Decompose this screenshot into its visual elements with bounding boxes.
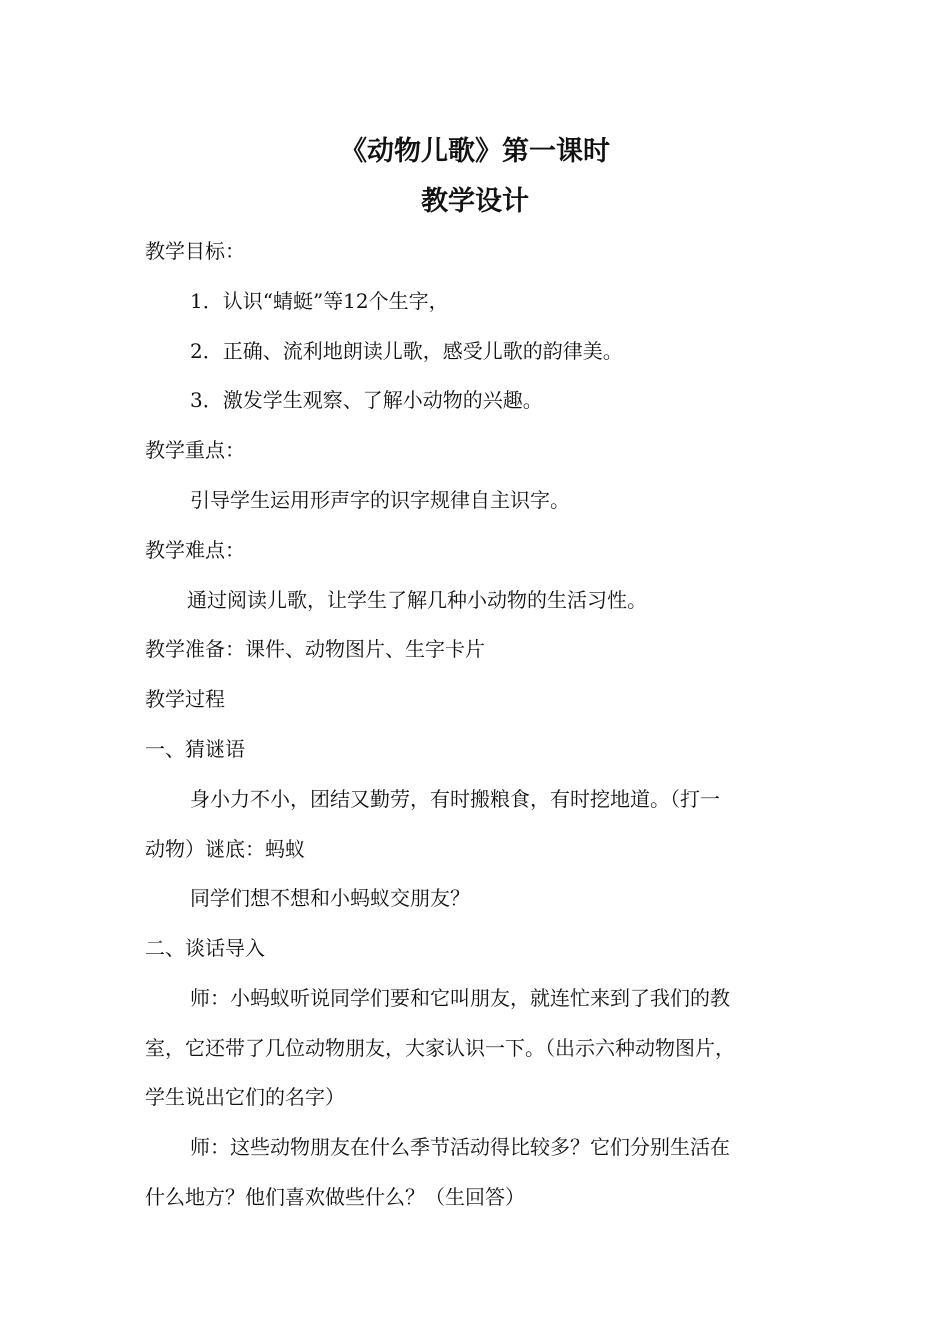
objective-item-3: 3．激发学生观察、了解小动物的兴趣。: [190, 388, 543, 412]
section-heading-objectives: 教学目标：: [145, 239, 245, 263]
riddle-question: 同学们想不想和小蚂蚁交朋友？: [190, 886, 470, 910]
step-heading-riddle: 一、猜谜语: [145, 737, 245, 761]
section-heading-difficulties: 教学难点：: [145, 538, 245, 562]
intro-paragraph-2-line-1: 师：这些动物朋友在什么季节活动得比较多？它们分别生活在: [190, 1135, 730, 1159]
objective-item-2: 2．正确、流利地朗读儿歌，感受儿歌的韵律美。: [190, 339, 623, 363]
document-subtitle: 教学设计: [421, 186, 529, 217]
intro-paragraph-2-line-2: 什么地方？他们喜欢做些什么？（生回答）: [145, 1185, 525, 1209]
intro-paragraph-1-line-2: 室，它还带了几位动物朋友，大家认识一下。（出示六种动物图片，: [145, 1036, 735, 1060]
objective-item-1: 1．认识“蜻蜓”等12个生字，: [190, 289, 449, 313]
riddle-text-line-2: 动物）谜底：蚂蚁: [145, 837, 305, 861]
step-heading-introduction: 二、谈话导入: [145, 936, 265, 960]
preparation-text: 教学准备：课件、动物图片、生字卡片: [145, 637, 485, 661]
riddle-text-line-1: 身小力不小，团结又勤劳，有时搬粮食，有时挖地道。（打一: [190, 787, 720, 811]
intro-paragraph-1-line-3: 学生说出它们的名字）: [145, 1085, 345, 1109]
key-points-text: 引导学生运用形声字的识字规律自主识字。: [190, 488, 570, 512]
difficulties-text: 通过阅读儿歌，让学生了解几种小动物的生活习性。: [187, 588, 647, 612]
intro-paragraph-1-line-1: 师：小蚂蚁听说同学们要和它叫朋友，就连忙来到了我们的教: [190, 986, 730, 1010]
section-heading-key-points: 教学重点：: [145, 438, 245, 462]
document-title: 《动物儿歌》第一课时: [340, 136, 610, 167]
section-heading-process: 教学过程: [145, 687, 225, 711]
